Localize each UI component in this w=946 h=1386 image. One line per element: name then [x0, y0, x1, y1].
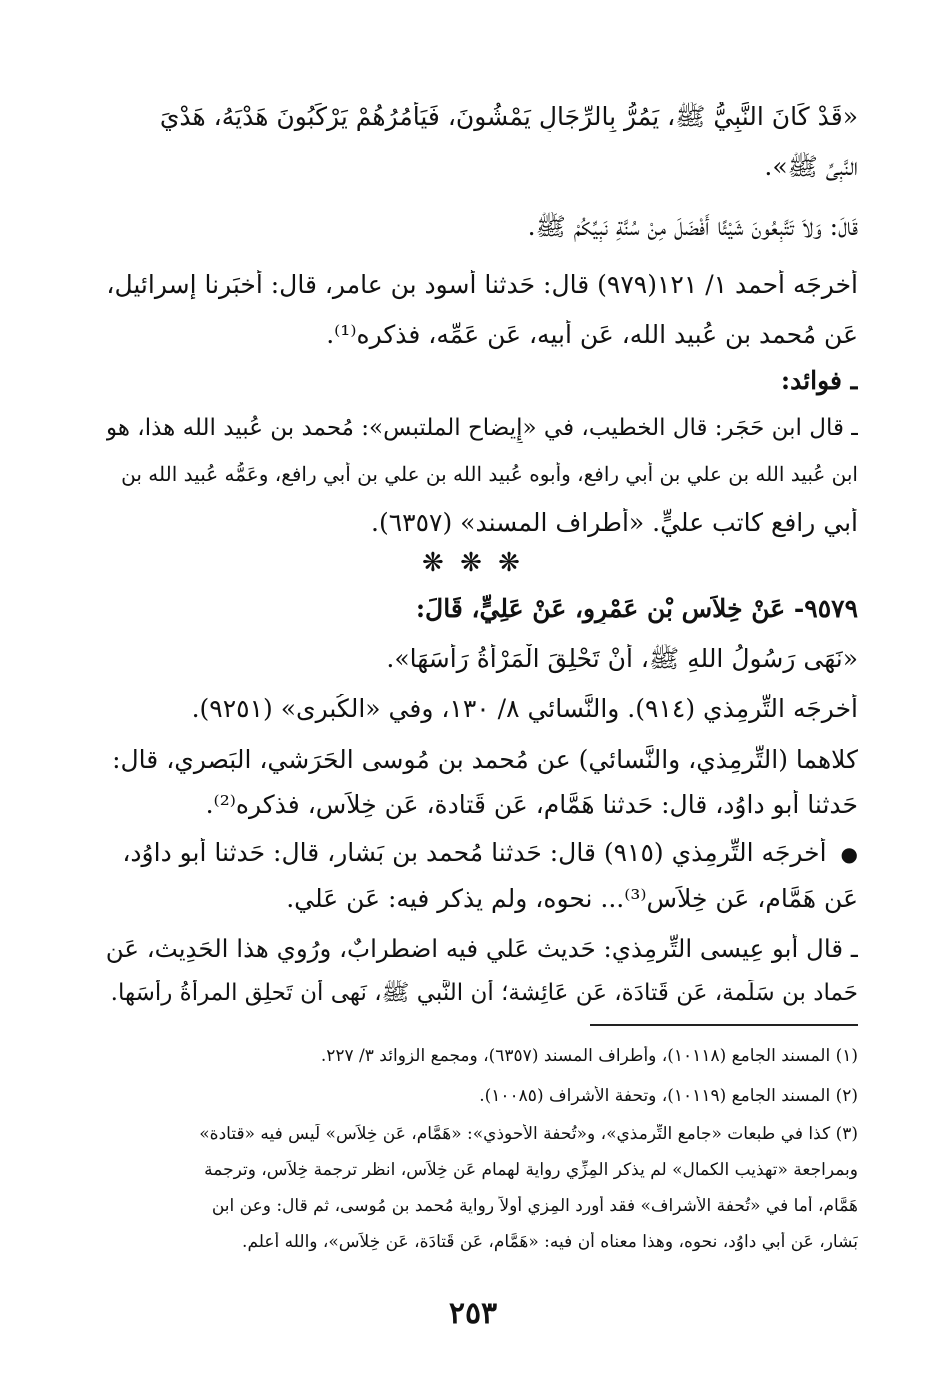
- fawaid-line-3: أَبي رافع كاتب عليٍّ. «أَطراف المسند» (٦٣٥٧).: [371, 508, 858, 537]
- footnote-1: (١) المسند الجامع (١٠١١٨)، وأَطراف المسند (٦٣٥٧)، ومجمع الزوائد ٣/ ٢٢٧.: [320, 1046, 858, 1066]
- bullet-line-1-text: أَخرجَه التِّرمِذي (٩١٥) قال: حَدثنا مُحمد بن بَشار، قال: حَدثنا أَبو داوُد،: [122, 838, 827, 867]
- tirmidhi-line-2: حَماد بن سَلَمة، عَن قَتادَة، عَن عَائِشة؛ أَن النَّبي ﷺ، نَهى أَن تَحلِق المرأَةُ رأْسَها.: [110, 980, 858, 1006]
- tirmidhi-line-1: ـ قال أَبو عِيسى التِّرمِذي: حَديث عَلي فيه اضطرابٌ، ورُوِي هذا الحَدِيث، عَن: [106, 934, 858, 963]
- footnote-3-line-1: (٣) كذا في طبعات «جامع التِّرمذي»، و«تُحفة الأحوذي»: «هَمَّام، عَن خِلاَس» لَيس فيه «قتادة»: [199, 1124, 858, 1144]
- kilahuma-line-2: حَدثنا أَبو داوُد، قال: حَدثنا هَمَّام، عَن قَتادة، عَن خِلاَس، فذكره⁽²⁾.: [205, 790, 858, 819]
- footnote-3-line-2: وبمراجعة «تهذيب الكمال» لم يذكر المِزِّي رواية لهمام عَن خِلاَس، انظر ترجمة خِلاَس، وترجمة: [204, 1160, 858, 1180]
- page-number: ٢٥٣: [448, 1296, 498, 1331]
- footnote-2: (٢) المسند الجامع (١٠١١٩)، وتحفة الأشراف (١٠٠٨٥).: [479, 1086, 858, 1106]
- section-separator: ❋ ❋ ❋: [422, 548, 524, 578]
- hadith-heading: ٩٥٧٩- عَنْ خِلاَسِ بْنِ عَمْرٍو، عَنْ عَلِيٍّ، قَالَ:: [415, 594, 858, 623]
- hadith-matn: «نَهَى رَسُولُ اللهِ ﷺ، أَنْ تَحْلِقَ الْمَرْأَةُ رَأْسَهَا».: [386, 644, 858, 673]
- footnote-3-line-3: هَمَّام، أما في «تُحفة الأشراف» فقد أورد المِزي أولاً رواية مُحمد بن مُوسى، ثم قال: وعن ابن: [211, 1196, 858, 1216]
- fawaid-heading: ـ فوائد:: [780, 366, 858, 395]
- matn-line-2: النَّبِيِّ ﷺ».: [764, 152, 858, 181]
- bullet-marker: ●: [840, 842, 858, 866]
- footnote-divider: [590, 1024, 858, 1026]
- fawaid-line-1: ـ قال ابن حَجَر: قال الخطيب، في «إِيضاح الملتبس»: مُحمد بن عُبيد الله هذا، هو: [106, 415, 858, 441]
- takhrij-line-1: أخرجَه أحمد ١/ ١٢١(٩٧٩) قال: حَدثنا أَسود بن عامر، قال: أَخبَرنا إِسرائيل،: [106, 270, 858, 299]
- footnote-3-line-4: بَشار، عَن أَبي داوُد، نحوه، وهذا معناه أن فيه: «هَمَّام، عَن قَتادَة، عَن خِلاَس»، والله أعلم.: [242, 1232, 858, 1252]
- takhrij-line: أَخرجَه التِّرمِذي (٩١٤). والنَّسائي ٨/ ١٣٠، وفي «الكُبرى» (٩٢٥١).: [191, 694, 858, 723]
- kilahuma-line-1: كلاهما (التِّرمِذي، والنَّسائي) عن مُحمد بن مُوسى الحَرَشي، البَصري، قال:: [112, 745, 858, 774]
- matn-line-1: «قَدْ كَانَ النَّبِيُّ ﷺ، يَمُرُّ بِالرِّجَالِ يَمْشُونَ، فَيَأْمُرُهُمْ يَرْكَبُونَ هَدْيَهُ، هَدْيَ: [159, 102, 858, 131]
- qala-line: قَالَ: وَلاَ تَتَّبِعُونَ شَيْئًا أَفْضَلَ مِنْ سُنَّةِ نَبِيِّكُمْ ﷺ.: [527, 212, 858, 241]
- fawaid-line-2: ابن عُبيد الله بن علي بن أَبي رافع، وأَبوه عُبيد الله بن علي بن أَبي رافع، وعَمُّه عُبيد الله بن: [121, 462, 858, 486]
- bullet-line-1: [106, 838, 858, 868]
- takhrij-line-2: عَن مُحمد بن عُبيد الله، عَن أَبيه، عَن عَمِّه، فذكره⁽¹⁾.: [326, 320, 858, 349]
- bullet-line-2: عَن هَمَّام، عَن خِلاَس⁽³⁾... نحوه، ولم يذكر فيه: عَن عَلي.: [286, 884, 858, 913]
